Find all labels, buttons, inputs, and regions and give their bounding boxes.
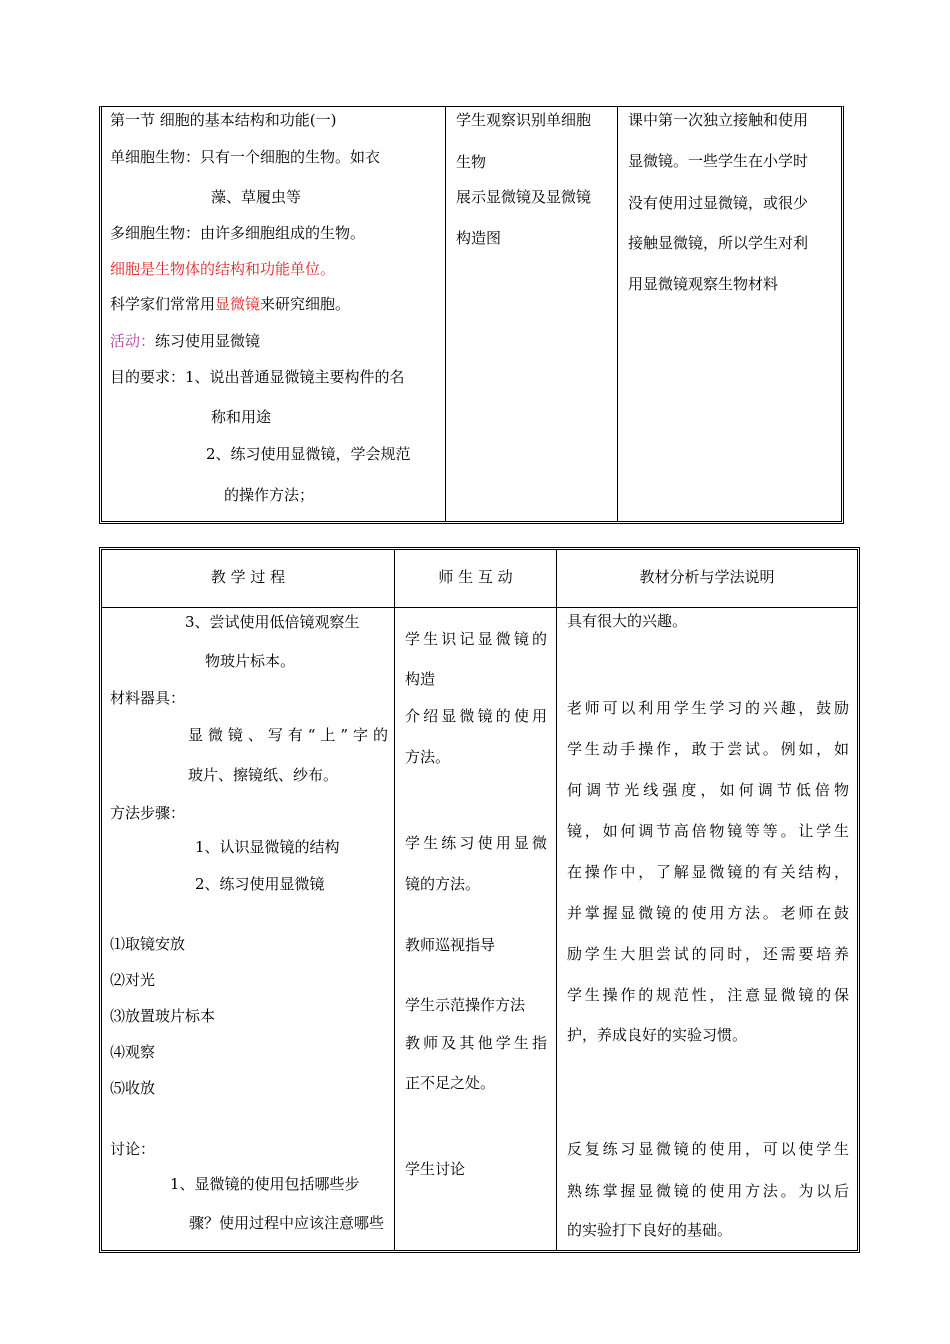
- microscope-keyword: 显微镜: [215, 295, 261, 313]
- method-label: 方法步骤：: [110, 804, 186, 822]
- sub-step: ⑴取镜安放: [110, 935, 186, 953]
- analysis-line: 课中第一次独立接触和使用: [628, 111, 809, 129]
- materials-label: 材料器具：: [110, 689, 186, 707]
- step-line: 物玻片标本。: [205, 652, 296, 670]
- materials-line: 显微镜、写有“上”字的: [188, 726, 388, 744]
- analysis-line: 励学生大胆尝试的同时，还需要培养: [567, 945, 849, 963]
- interaction-line: 教师及其他学生指: [405, 1034, 547, 1052]
- analysis-cell: [618, 107, 844, 521]
- interaction-line: 学生练习使用显微: [405, 834, 547, 852]
- analysis-cell: [557, 550, 857, 1250]
- interaction-cell: [446, 107, 617, 521]
- unicellular-definition: 单细胞生物：只有一个细胞的生物。如衣: [110, 148, 381, 166]
- lesson-table-top: [99, 106, 844, 524]
- interaction-line: 教师巡视指导: [405, 936, 496, 954]
- interaction-line: 构造: [405, 670, 436, 688]
- interaction-line: 正不足之处。: [405, 1074, 496, 1092]
- header-interaction: 师 生 互 动: [438, 568, 513, 586]
- analysis-line: 在操作中，了解显微镜的有关结构，: [567, 863, 849, 881]
- analysis-line: 何调节光线强度，如何调节低倍物: [567, 781, 849, 799]
- scientist-text: 来研究细胞。: [260, 295, 351, 313]
- multicellular-definition: 多细胞生物：由许多细胞组成的生物。: [110, 224, 366, 242]
- analysis-line: 并掌握显微镜的使用方法。老师在鼓: [567, 904, 849, 922]
- interaction-cell: [395, 550, 556, 1250]
- analysis-line: 的实验打下良好的基础。: [567, 1221, 733, 1239]
- analysis-line: 护，养成良好的实验习惯。: [567, 1026, 748, 1044]
- unicellular-examples: 藻、草履虫等: [211, 188, 302, 206]
- activity-line: [110, 334, 260, 349]
- goal-line: 的操作方法；: [224, 486, 315, 504]
- activity-label: 活动：: [110, 332, 156, 350]
- header-teaching-process: 教 学 过 程: [210, 568, 286, 586]
- sub-step: ⑸收放: [110, 1079, 156, 1097]
- interaction-line: 方法。: [405, 748, 451, 766]
- analysis-line: 具有很大的兴趣。: [567, 612, 688, 630]
- interaction-line: 镜的方法。: [405, 875, 481, 893]
- analysis-line: 接触显微镜，所以学生对利: [628, 234, 809, 252]
- interaction-line: 学生讨论: [405, 1160, 466, 1178]
- analysis-line: 熟练掌握显微镜的使用方法。为以后: [567, 1182, 849, 1200]
- sub-step: ⑷观察: [110, 1043, 156, 1061]
- sub-step: ⑶放置玻片标本: [110, 1007, 216, 1025]
- analysis-line: 用显微镜观察生物材料: [628, 275, 779, 293]
- analysis-line: 老师可以利用学生学习的兴趣，鼓励: [567, 699, 849, 717]
- discussion-line: 骤？使用过程中应该注意哪些: [189, 1214, 385, 1232]
- interaction-line: 学生示范操作方法: [405, 996, 526, 1014]
- interaction-line: 学生识记显微镜的: [405, 630, 547, 648]
- goal-line: 目的要求：1、说出普通显微镜主要构件的名: [110, 368, 405, 386]
- lesson-table-bottom: [99, 547, 860, 1253]
- activity-text: 练习使用显微镜: [155, 332, 261, 350]
- interaction-line: 生物: [456, 153, 487, 171]
- interaction-line: 展示显微镜及显微镜: [456, 188, 592, 206]
- cell-unit-statement: 细胞是生物体的结构和功能单位。: [110, 260, 336, 278]
- interaction-line: 构造图: [456, 229, 502, 247]
- interaction-line: 学生观察识别单细胞: [456, 111, 592, 129]
- section-title: 第一节 细胞的基本结构和功能(一): [110, 111, 337, 129]
- teaching-process-cell: [102, 107, 445, 521]
- interaction-line: 介绍显微镜的使用: [405, 707, 547, 725]
- materials-line: 玻片、擦镜纸、纱布。: [188, 766, 339, 784]
- method-step: 2、练习使用显微镜: [195, 875, 325, 893]
- step-line: 3、尝试使用低倍镜观察生: [185, 613, 360, 631]
- discussion-line: 1、显微镜的使用包括哪些步: [170, 1175, 360, 1193]
- method-step: 1、认识显微镜的结构: [195, 838, 340, 856]
- analysis-line: 没有使用过显微镜，或很少: [628, 194, 809, 212]
- analysis-line: 学生操作的规范性，注意显微镜的保: [567, 986, 849, 1004]
- sub-step: ⑵对光: [110, 971, 156, 989]
- analysis-line: 镜，如何调节高倍物镜等等。让学生: [567, 822, 849, 840]
- analysis-line: 反复练习显微镜的使用，可以使学生: [567, 1140, 849, 1158]
- goal-line: 称和用途: [211, 408, 272, 426]
- analysis-line: 显微镜。一些学生在小学时: [628, 152, 809, 170]
- analysis-line: 学生动手操作，敢于尝试。例如，如: [567, 740, 849, 758]
- header-analysis: 教材分析与学法说明: [639, 568, 775, 586]
- teaching-process-cell: [102, 550, 394, 1250]
- discussion-label: 讨论：: [110, 1140, 156, 1158]
- scientist-statement: [110, 297, 350, 312]
- goal-line: 2、练习使用显微镜，学会规范: [206, 445, 411, 463]
- scientist-text: 科学家们常常用: [110, 295, 216, 313]
